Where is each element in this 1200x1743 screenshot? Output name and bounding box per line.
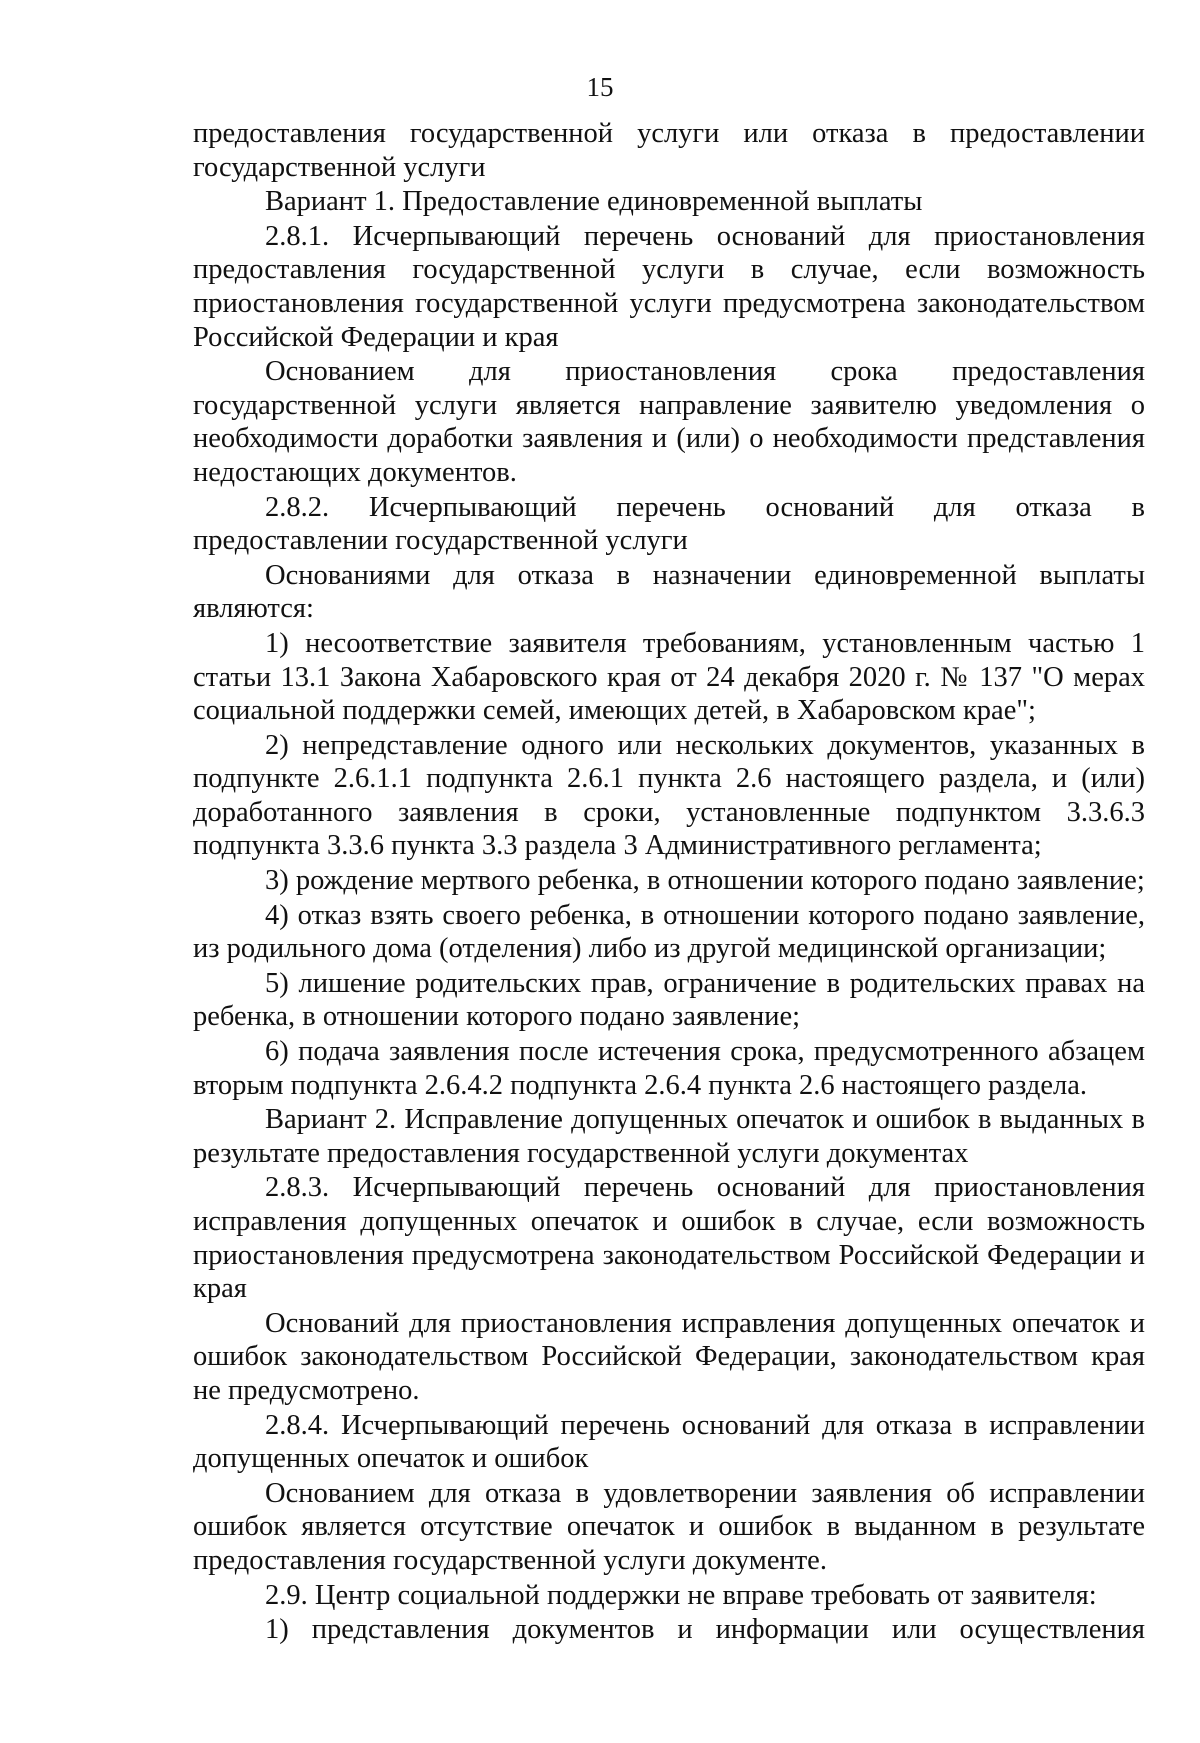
paragraph-variant-2-heading: Вариант 2. Исправление допущенных опечаток и ошибок в выданных в результате предоставления государственной услуги документах: [193, 1104, 1145, 1169]
list-item-2: 2) непредставление одного или нескольких документов, указанных в подпункте 2.6.1.1 подпункта 2.6.1 пункта 2.6 настоящего раздела, и (или) доработанного заявления в сроки, установленные подпунктом 3.3.6.3 подпункта 3.3.6 пункта 3.3 раздела 3 Административного регламента;: [193, 729, 1145, 862]
paragraph-refusal-grounds-intro: Основаниями для отказа в назначении единовременной выплаты являются:: [193, 559, 1145, 625]
document-body: [193, 117, 1145, 1648]
paragraph-2-8-1: 2.8.1. Исчерпывающий перечень оснований для приостановления предоставления государственной услуги в случае, если возможность приостановления государственной услуги предусмотрена законодательством Российской Федерации и края: [193, 220, 1145, 353]
list-item-1: 1) несоответствие заявителя требованиям, установленным частью 1 статьи 13.1 Закона Хабаровского края от 24 декабря 2020 г. № 137 "О мерах социальной поддержки семей, имеющих детей, в Хабаровском крае";: [193, 627, 1145, 727]
paragraph-correction-refusal-basis: Основанием для отказа в удовлетворении заявления об исправлении ошибок является отсутствие опечаток и ошибок в выданном в результате предоставления государственной услуги документе.: [193, 1477, 1145, 1576]
page-number: 15: [586, 72, 614, 102]
list-item-4: 4) отказ взять своего ребенка, в отношении которого подано заявление, из родильного дома (отделения) либо из другой медицинской организации;: [193, 899, 1145, 965]
list-item-6: 6) подача заявления после истечения срока, предусмотренного абзацем вторым подпункта 2.6.4.2 подпункта 2.6.4 пункта 2.6 настоящего раздела.: [193, 1036, 1145, 1101]
paragraph-suspension-basis: Основанием для приостановления срока предоставления государственной услуги является направление заявителю уведомления о необходимости доработки заявления и (или) о необходимости представления недостающих документов.: [193, 356, 1145, 488]
paragraph-2-9: 2.9. Центр социальной поддержки не вправе требовать от заявителя:: [265, 1579, 1097, 1611]
paragraph-no-suspension-grounds: Оснований для приостановления исправления допущенных опечаток и ошибок законодательством Российской Федерации, законодательством края не предусмотрено.: [193, 1307, 1145, 1406]
list-item-3: 3) рождение мертвого ребенка, в отношении которого подано заявление;: [265, 865, 1145, 897]
paragraph-2-8-4: 2.8.4. Исчерпывающий перечень оснований для отказа в исправлении допущенных опечаток и ошибок: [193, 1409, 1145, 1475]
paragraph-2-8-3: 2.8.3. Исчерпывающий перечень оснований для приостановления исправления допущенных опечаток и ошибок в случае, если возможность приостановления предусмотрена законодательством Российской Федерации и края: [193, 1172, 1145, 1305]
paragraph-2-8-2: 2.8.2. Исчерпывающий перечень оснований для отказа в предоставлении государственной услуги: [193, 491, 1145, 557]
paragraph-variant-1-heading: Вариант 1. Предоставление единовременной выплаты: [265, 186, 923, 218]
list-item-5: 5) лишение родительских прав, ограничение в родительских правах на ребенка, в отношении которого подано заявление;: [193, 967, 1145, 1033]
list-item-2-9-1: 1) представления документов и информации или осуществления: [265, 1614, 1145, 1646]
paragraph-continuation: предоставления государственной услуги или отказа в предоставлении государственной услуги: [193, 118, 1145, 183]
